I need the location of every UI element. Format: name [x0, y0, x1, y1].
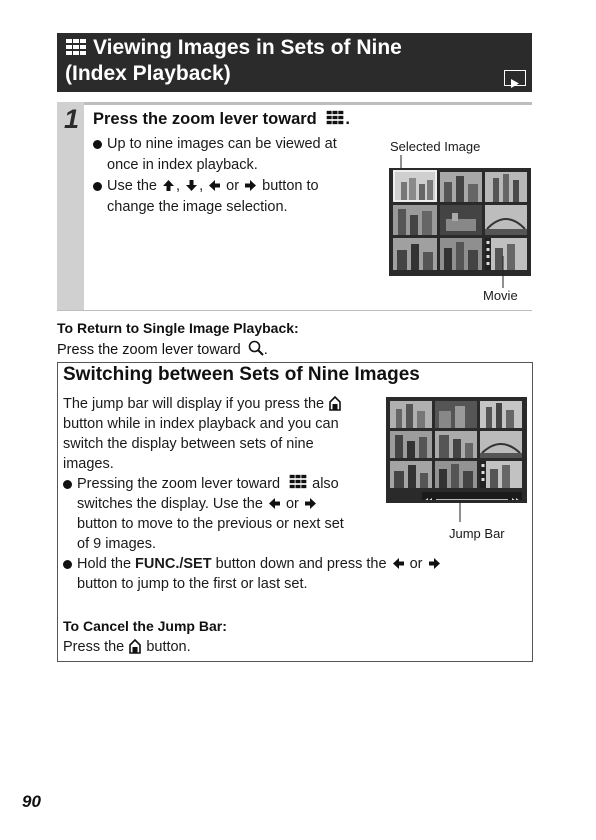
thumbnail	[393, 238, 437, 270]
switching-title: Switching between Sets of Nine Images	[63, 364, 420, 385]
bullet-text: button to	[262, 178, 319, 194]
thumbnail	[390, 401, 432, 428]
page-header	[57, 33, 532, 92]
thumbnail	[440, 238, 482, 270]
bullet-text: of 9 images.	[77, 536, 156, 552]
thumbnail	[440, 172, 482, 202]
bullet-text: or	[226, 178, 240, 194]
index-icon	[288, 474, 308, 489]
cancel-text	[63, 637, 191, 657]
magnify-icon	[248, 340, 264, 356]
thumbnail-movie	[480, 461, 522, 488]
right-arrow-icon	[245, 180, 256, 191]
bullet-text: button down and press the	[215, 556, 387, 572]
bullet-text: Pressing the zoom lever toward	[77, 476, 281, 492]
step-divider	[84, 102, 532, 105]
thumbnail	[485, 205, 527, 235]
return-text: Press the zoom lever toward .	[57, 342, 268, 358]
movie-callout-line	[498, 256, 508, 290]
separator: ,	[199, 178, 204, 194]
bullet-text: switches the display. Use the	[77, 496, 263, 512]
bullet-dot	[63, 480, 72, 489]
bullet-text: button to move to the previous or next set	[77, 516, 344, 532]
separator: ,	[176, 178, 181, 194]
step-bullet-2	[93, 176, 393, 217]
thumbnail-selected	[393, 170, 437, 202]
thumbnail	[480, 431, 522, 458]
cancel-text-pre: Press the	[63, 639, 125, 655]
switching-bullet-2	[63, 554, 523, 594]
right-arrow-icon	[305, 498, 316, 509]
bullet-text: also	[312, 476, 339, 492]
left-arrow-icon	[393, 558, 404, 569]
thumbnail	[480, 401, 522, 428]
switching-bullet-1	[63, 474, 383, 554]
cancel-title: To Cancel the Jump Bar:	[63, 618, 227, 634]
jump-bar-label: Jump Bar	[449, 526, 505, 541]
bullet-text: button to jump to the first or last set.	[77, 576, 308, 592]
right-arrow-icon	[429, 558, 440, 569]
index-icon	[65, 38, 87, 56]
thumbnail	[435, 461, 477, 488]
step-number: 1	[63, 104, 80, 134]
header-title-line2: (Index Playback)	[65, 62, 231, 85]
func-set-label: FUNC./SET	[135, 556, 212, 572]
thumbnail	[390, 431, 432, 458]
header-title-line1: Viewing Images in Sets of Nine	[93, 36, 402, 59]
jump-bar	[422, 492, 522, 500]
switching-intro	[63, 394, 383, 474]
thumbnail	[440, 205, 482, 235]
bullet-text: or	[409, 556, 423, 572]
thumbnail	[390, 461, 432, 488]
selected-image-label: Selected Image	[390, 139, 481, 154]
thumbnail	[393, 205, 437, 235]
step-bullet-1	[93, 134, 393, 175]
bullet-text: or	[285, 496, 299, 512]
down-arrow-icon	[186, 180, 197, 191]
bullet-dot	[93, 140, 102, 149]
return-text-content: Press the zoom lever toward	[57, 342, 241, 358]
playback-mode-icon	[504, 70, 526, 86]
intro-text: The jump bar will display if you press the	[63, 396, 325, 412]
bullet-dot	[63, 560, 72, 569]
up-arrow-icon	[163, 180, 174, 191]
print-share-icon	[128, 638, 142, 654]
step-title-text: Press the zoom lever toward	[93, 110, 317, 128]
intro-text: images.	[63, 456, 114, 472]
thumbnail	[435, 431, 477, 458]
index-playback-screen	[389, 168, 531, 276]
page-number: 90	[22, 792, 41, 811]
jump-bar-screen	[386, 397, 527, 503]
thumbnail	[435, 401, 477, 428]
jump-bar-callout-line	[455, 500, 465, 524]
movie-label: Movie	[483, 288, 518, 303]
intro-text: button while in index playback and you can	[63, 416, 339, 432]
left-arrow-icon	[209, 180, 220, 191]
left-arrow-icon	[269, 498, 280, 509]
index-icon	[325, 110, 345, 125]
bullet-text: Hold the	[77, 556, 132, 572]
cancel-text-post: button.	[146, 639, 191, 655]
print-share-icon	[328, 395, 342, 411]
bullet-text: Use the	[107, 178, 157, 194]
bullet-dot	[93, 182, 102, 191]
bullet-text: Up to nine images can be viewed at	[107, 136, 337, 152]
return-title: To Return to Single Image Playback:	[57, 320, 299, 336]
intro-text: switch the display between sets of nine	[63, 436, 314, 452]
step-title: Press the zoom lever toward .	[93, 110, 350, 128]
bullet-text: change the image selection.	[107, 198, 288, 215]
step-bottom-divider	[57, 310, 532, 311]
bullet-text: once in index playback.	[107, 156, 258, 173]
thumbnail	[485, 172, 527, 202]
